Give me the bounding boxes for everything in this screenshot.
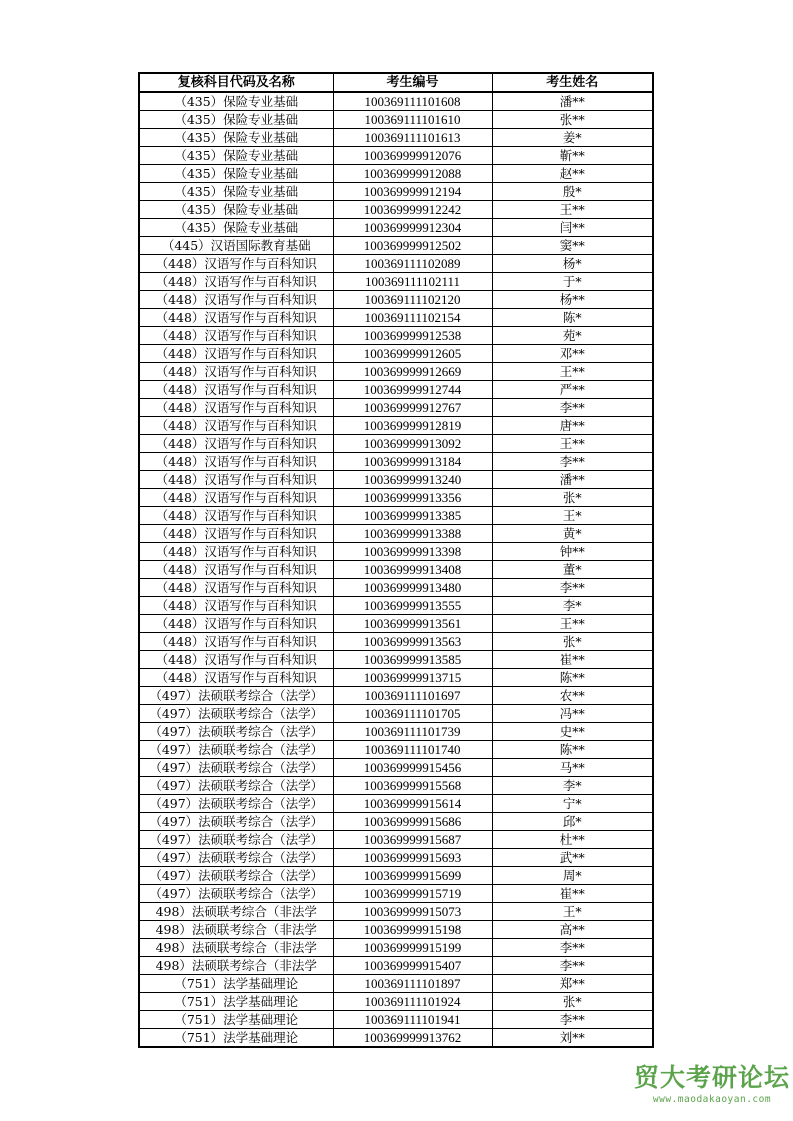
candidate-id-cell: 100369111101697 <box>333 687 492 705</box>
subject-cell: （448）汉语写作与百科知识 <box>139 543 333 561</box>
candidate-name-cell: 张* <box>492 993 653 1011</box>
table-row <box>139 687 653 705</box>
table-row <box>139 957 653 975</box>
candidate-id-cell: 100369999913408 <box>333 561 492 579</box>
candidate-id-cell: 100369999915568 <box>333 777 492 795</box>
candidate-name-cell: 邱* <box>492 813 653 831</box>
header-candidate-name: 考生姓名 <box>492 73 653 92</box>
candidate-name-cell: 于* <box>492 273 653 291</box>
table-row <box>139 561 653 579</box>
candidate-name-cell: 殷* <box>492 183 653 201</box>
candidate-id-cell: 100369999915699 <box>333 867 492 885</box>
table-row <box>139 255 653 273</box>
candidate-name-cell: 李** <box>492 957 653 975</box>
candidate-name-cell: 农** <box>492 687 653 705</box>
candidate-id-cell: 100369999915407 <box>333 957 492 975</box>
candidate-name-cell: 李** <box>492 399 653 417</box>
subject-cell: （435）保险专业基础 <box>139 92 333 111</box>
table-row <box>139 903 653 921</box>
candidate-id-cell: 100369999915199 <box>333 939 492 957</box>
table-row <box>139 291 653 309</box>
candidate-id-cell: 100369111102154 <box>333 309 492 327</box>
candidate-id-cell: 100369999915614 <box>333 795 492 813</box>
candidate-id-cell: 100369111101941 <box>333 1011 492 1029</box>
subject-cell: （751）法学基础理论 <box>139 993 333 1011</box>
candidate-name-cell: 李** <box>492 1011 653 1029</box>
subject-cell: （448）汉语写作与百科知识 <box>139 669 333 687</box>
header-candidate-id: 考生编号 <box>333 73 492 92</box>
candidate-name-cell: 王** <box>492 363 653 381</box>
candidate-id-cell: 100369999915198 <box>333 921 492 939</box>
table-row <box>139 201 653 219</box>
table-row <box>139 777 653 795</box>
table-row <box>139 975 653 993</box>
candidate-name-cell: 武** <box>492 849 653 867</box>
table-row <box>139 1029 653 1048</box>
candidate-id-cell: 100369999912088 <box>333 165 492 183</box>
candidate-name-cell: 杜** <box>492 831 653 849</box>
subject-cell: （435）保险专业基础 <box>139 201 333 219</box>
table-row <box>139 489 653 507</box>
table-row <box>139 399 653 417</box>
candidate-name-cell: 王** <box>492 615 653 633</box>
subject-cell: （448）汉语写作与百科知识 <box>139 633 333 651</box>
subject-cell: （448）汉语写作与百科知识 <box>139 327 333 345</box>
candidate-id-cell: 100369999912819 <box>333 417 492 435</box>
candidate-name-cell: 李* <box>492 597 653 615</box>
candidate-id-cell: 100369999913585 <box>333 651 492 669</box>
table-row <box>139 111 653 129</box>
candidate-id-cell: 100369999915719 <box>333 885 492 903</box>
subject-cell: （448）汉语写作与百科知识 <box>139 579 333 597</box>
watermark-url: www.maodakaoyan.com <box>652 1094 772 1105</box>
table-row <box>139 741 653 759</box>
candidate-name-cell: 赵** <box>492 165 653 183</box>
table-row <box>139 435 653 453</box>
table-row <box>139 417 653 435</box>
table-row <box>139 723 653 741</box>
table-row <box>139 849 653 867</box>
candidate-id-cell: 100369999913388 <box>333 525 492 543</box>
subject-cell: （448）汉语写作与百科知识 <box>139 345 333 363</box>
subject-cell: （435）保险专业基础 <box>139 165 333 183</box>
subject-cell: （497）法硕联考综合（法学） <box>139 885 333 903</box>
subject-cell: 498）法硕联考综合（非法学 <box>139 957 333 975</box>
table-row <box>139 165 653 183</box>
candidate-name-cell: 张* <box>492 489 653 507</box>
subject-cell: （497）法硕联考综合（法学） <box>139 795 333 813</box>
candidate-name-cell: 王** <box>492 201 653 219</box>
candidate-name-cell: 张* <box>492 633 653 651</box>
candidate-id-cell: 100369999913715 <box>333 669 492 687</box>
candidate-id-cell: 100369999913092 <box>333 435 492 453</box>
candidate-name-cell: 严** <box>492 381 653 399</box>
candidate-id-cell: 100369111102089 <box>333 255 492 273</box>
candidate-name-cell: 王* <box>492 507 653 525</box>
table-header-row <box>139 73 653 92</box>
subject-cell: （751）法学基础理论 <box>139 1029 333 1048</box>
candidate-name-cell: 高** <box>492 921 653 939</box>
candidate-id-cell: 100369999912538 <box>333 327 492 345</box>
candidate-id-cell: 100369999913240 <box>333 471 492 489</box>
table-row <box>139 309 653 327</box>
watermark-title: 贸大考研论坛 <box>633 1063 790 1092</box>
table-row <box>139 759 653 777</box>
candidate-name-cell: 董* <box>492 561 653 579</box>
candidate-name-cell: 冯** <box>492 705 653 723</box>
candidate-name-cell: 张** <box>492 111 653 129</box>
candidate-id-cell: 100369999913385 <box>333 507 492 525</box>
header-subject: 复核科目代码及名称 <box>139 73 333 92</box>
candidate-name-cell: 邓** <box>492 345 653 363</box>
subject-cell: （448）汉语写作与百科知识 <box>139 651 333 669</box>
subject-cell: （435）保险专业基础 <box>139 147 333 165</box>
candidate-name-cell: 闫** <box>492 219 653 237</box>
watermark-logo <box>632 1063 792 1107</box>
candidate-name-cell: 窦** <box>492 237 653 255</box>
table-row <box>139 525 653 543</box>
subject-cell: （448）汉语写作与百科知识 <box>139 255 333 273</box>
retest-list-table <box>138 72 654 1048</box>
subject-cell: （435）保险专业基础 <box>139 183 333 201</box>
subject-cell: （497）法硕联考综合（法学） <box>139 777 333 795</box>
subject-cell: （448）汉语写作与百科知识 <box>139 453 333 471</box>
candidate-name-cell: 周* <box>492 867 653 885</box>
candidate-id-cell: 100369999915686 <box>333 813 492 831</box>
table-row <box>139 939 653 957</box>
subject-cell: （448）汉语写作与百科知识 <box>139 507 333 525</box>
candidate-name-cell: 黄* <box>492 525 653 543</box>
candidate-name-cell: 李* <box>492 777 653 795</box>
candidate-id-cell: 100369111101608 <box>333 92 492 111</box>
candidate-id-cell: 100369999912076 <box>333 147 492 165</box>
subject-cell: （751）法学基础理论 <box>139 1011 333 1029</box>
candidate-name-cell: 王** <box>492 435 653 453</box>
candidate-id-cell: 100369111101610 <box>333 111 492 129</box>
candidate-id-cell: 100369111102120 <box>333 291 492 309</box>
candidate-name-cell: 唐** <box>492 417 653 435</box>
subject-cell: （435）保险专业基础 <box>139 219 333 237</box>
table-row <box>139 615 653 633</box>
table-row <box>139 147 653 165</box>
candidate-name-cell: 陈** <box>492 669 653 687</box>
candidate-id-cell: 100369999912744 <box>333 381 492 399</box>
candidate-name-cell: 杨* <box>492 255 653 273</box>
subject-cell: （435）保险专业基础 <box>139 129 333 147</box>
subject-cell: （448）汉语写作与百科知识 <box>139 309 333 327</box>
table-row <box>139 885 653 903</box>
candidate-name-cell: 郑** <box>492 975 653 993</box>
table-row <box>139 471 653 489</box>
table-row <box>139 543 653 561</box>
table-row <box>139 345 653 363</box>
candidate-name-cell: 李** <box>492 453 653 471</box>
subject-cell: （448）汉语写作与百科知识 <box>139 273 333 291</box>
subject-cell: （448）汉语写作与百科知识 <box>139 471 333 489</box>
candidate-name-cell: 钟** <box>492 543 653 561</box>
table-row <box>139 129 653 147</box>
candidate-id-cell: 100369111102111 <box>333 273 492 291</box>
candidate-id-cell: 100369999912767 <box>333 399 492 417</box>
subject-cell: （448）汉语写作与百科知识 <box>139 525 333 543</box>
table-row <box>139 219 653 237</box>
candidate-id-cell: 100369111101897 <box>333 975 492 993</box>
candidate-id-cell: 100369999913356 <box>333 489 492 507</box>
candidate-name-cell: 陈** <box>492 741 653 759</box>
subject-cell: （448）汉语写作与百科知识 <box>139 435 333 453</box>
candidate-name-cell: 刘** <box>492 1029 653 1048</box>
subject-cell: （448）汉语写作与百科知识 <box>139 615 333 633</box>
subject-cell: （448）汉语写作与百科知识 <box>139 597 333 615</box>
table-row <box>139 831 653 849</box>
subject-cell: （445）汉语国际教育基础 <box>139 237 333 255</box>
candidate-id-cell: 100369999915693 <box>333 849 492 867</box>
candidate-name-cell: 崔** <box>492 651 653 669</box>
subject-cell: 498）法硕联考综合（非法学 <box>139 903 333 921</box>
table-row <box>139 183 653 201</box>
table-row <box>139 867 653 885</box>
candidate-name-cell: 苑* <box>492 327 653 345</box>
candidate-id-cell: 100369111101613 <box>333 129 492 147</box>
table-row <box>139 507 653 525</box>
candidate-name-cell: 王* <box>492 903 653 921</box>
subject-cell: （497）法硕联考综合（法学） <box>139 687 333 705</box>
subject-cell: （448）汉语写作与百科知识 <box>139 363 333 381</box>
table-row <box>139 453 653 471</box>
candidate-id-cell: 100369999912502 <box>333 237 492 255</box>
candidate-id-cell: 100369999912194 <box>333 183 492 201</box>
candidate-name-cell: 陈* <box>492 309 653 327</box>
subject-cell: （497）法硕联考综合（法学） <box>139 705 333 723</box>
subject-cell: （435）保险专业基础 <box>139 111 333 129</box>
table-row <box>139 363 653 381</box>
candidate-name-cell: 姜* <box>492 129 653 147</box>
table-row <box>139 633 653 651</box>
table-row <box>139 327 653 345</box>
subject-cell: （497）法硕联考综合（法学） <box>139 759 333 777</box>
subject-cell: （448）汉语写作与百科知识 <box>139 489 333 507</box>
table-row <box>139 705 653 723</box>
candidate-id-cell: 100369111101739 <box>333 723 492 741</box>
candidate-id-cell: 100369999913561 <box>333 615 492 633</box>
table-row <box>139 1011 653 1029</box>
subject-cell: （751）法学基础理论 <box>139 975 333 993</box>
table-row <box>139 795 653 813</box>
candidate-name-cell: 靳** <box>492 147 653 165</box>
table-row <box>139 651 653 669</box>
candidate-id-cell: 100369999912605 <box>333 345 492 363</box>
candidate-id-cell: 100369999913398 <box>333 543 492 561</box>
table-row <box>139 579 653 597</box>
candidate-id-cell: 100369111101740 <box>333 741 492 759</box>
candidate-id-cell: 100369999913480 <box>333 579 492 597</box>
table-row <box>139 381 653 399</box>
subject-cell: （497）法硕联考综合（法学） <box>139 723 333 741</box>
table-row <box>139 921 653 939</box>
table-row <box>139 993 653 1011</box>
candidate-name-cell: 杨** <box>492 291 653 309</box>
candidate-id-cell: 100369999915073 <box>333 903 492 921</box>
subject-cell: （448）汉语写作与百科知识 <box>139 381 333 399</box>
candidate-id-cell: 100369999915456 <box>333 759 492 777</box>
table-row <box>139 273 653 291</box>
subject-cell: （497）法硕联考综合（法学） <box>139 741 333 759</box>
subject-cell: （448）汉语写作与百科知识 <box>139 417 333 435</box>
subject-cell: （497）法硕联考综合（法学） <box>139 849 333 867</box>
candidate-id-cell: 100369999915687 <box>333 831 492 849</box>
subject-cell: （497）法硕联考综合（法学） <box>139 831 333 849</box>
subject-cell: （448）汉语写作与百科知识 <box>139 399 333 417</box>
candidate-id-cell: 100369111101924 <box>333 993 492 1011</box>
candidate-id-cell: 100369999913762 <box>333 1029 492 1048</box>
table-row <box>139 813 653 831</box>
candidate-name-cell: 马** <box>492 759 653 777</box>
candidate-name-cell: 史** <box>492 723 653 741</box>
subject-cell: 498）法硕联考综合（非法学 <box>139 921 333 939</box>
candidate-id-cell: 100369999913555 <box>333 597 492 615</box>
subject-cell: （448）汉语写作与百科知识 <box>139 291 333 309</box>
subject-cell: （497）法硕联考综合（法学） <box>139 867 333 885</box>
candidate-name-cell: 潘** <box>492 92 653 111</box>
candidate-name-cell: 潘** <box>492 471 653 489</box>
candidate-id-cell: 100369999913184 <box>333 453 492 471</box>
subject-cell: （448）汉语写作与百科知识 <box>139 561 333 579</box>
candidate-id-cell: 100369999912304 <box>333 219 492 237</box>
table-row <box>139 237 653 255</box>
candidate-id-cell: 100369999912669 <box>333 363 492 381</box>
subject-cell: （497）法硕联考综合（法学） <box>139 813 333 831</box>
subject-cell: 498）法硕联考综合（非法学 <box>139 939 333 957</box>
candidate-id-cell: 100369111101705 <box>333 705 492 723</box>
candidate-name-cell: 李** <box>492 579 653 597</box>
table-row <box>139 669 653 687</box>
table-row <box>139 597 653 615</box>
table-row <box>139 92 653 111</box>
candidate-id-cell: 100369999913563 <box>333 633 492 651</box>
candidate-name-cell: 崔** <box>492 885 653 903</box>
candidate-name-cell: 李** <box>492 939 653 957</box>
candidate-id-cell: 100369999912242 <box>333 201 492 219</box>
candidate-name-cell: 宁* <box>492 795 653 813</box>
